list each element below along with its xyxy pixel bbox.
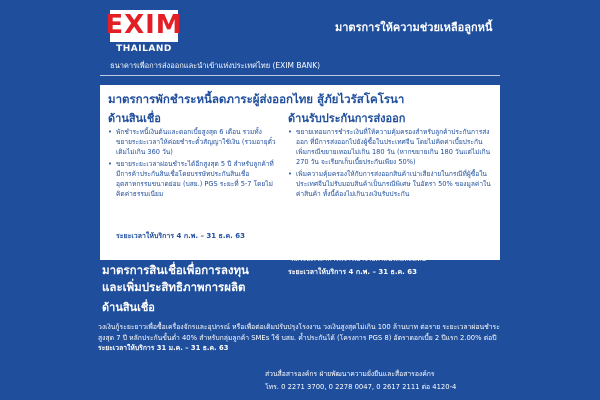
section2-text: วงเงินกู้ระยะยาวเพื่อซื้อเครื่องจักรและอุปกรณ์ หรือเพื่อต่อเติมปรับปรุงโรงงาน วงเงินสูงสุดไม่เกิน 100 ล้านบาท ต่อราย ระยะเวลาผ่อนชำระสูงสุด 7 ปี หลักประกันขั้นต่ำ 40% สำหรับกลุ่มลูกค้า SMEs ใช้ บสย. ค้ำประกันได้ (โครงการ PGS 8) อัตราดอกเบี้ย 2 ปีแรก 2.00% ต่อปี xyxy=(98,323,500,342)
header xyxy=(0,0,600,70)
contact-dept: ส่วนสื่อสารองค์กร ฝ่ายพัฒนาความยั่งยืนและสื่อสารองค์กร xyxy=(265,370,435,378)
relief-card xyxy=(100,85,500,260)
insurance-period: ระยะเวลาให้บริการ 4 ก.พ. – 31 ธ.ค. 63 xyxy=(288,268,418,276)
divider xyxy=(100,75,500,76)
logo-text: EXIM xyxy=(105,10,183,40)
contact-phone: โทร. 0 2271 3700, 0 2278 0047, 0 2617 2111 ต่อ 4120-4 xyxy=(265,383,457,391)
list-item: • ขยายระยะเวลาผ่อนชำระได้อีกสูงสุด 5 ปี สำหรับลูกค้าที่มีการค้าประกันสินเชื่อโดยบรรษัทประกันสินเชื่ออุตสาหกรรมขนาดย่อม (บสย.) PGS ระยะที่ 5-7 โดยไม่คิดค่าธรรมเนียม xyxy=(108,159,276,199)
list-item: • เพิ่มความคุ้มครองให้กับการส่งออกสินค้าเน่าเสียง่ายในกรณีที่ผู้ซื้อในประเทศจีนไม่รับมอบสินค้าเป็นกรณีพิเศษ ในอัตรา 50% ของมูลค่าในค่าสินค้า ทั้งนี้ต้องไม่เกินวงเงินรับประกัน xyxy=(288,169,492,199)
list-item: • พักชำระหนี้เงินต้นและดอกเบี้ยสูงสุด 6 เดือน รวมทั้งขยายระยะเวลาให้ค่อยชำระตั๋วสัญญาใช้เงิน (รวมอายุตั๋วเดิมไม่เกิน 360 วัน) xyxy=(108,127,276,157)
bank-name: ธนาคารเพื่อการส่งออกและนำเข้าแห่งประเทศไทย (EXIM BANK) xyxy=(110,61,321,70)
insurance-extra-item: • ลดระยะเวลาการพิจารณาจ่ายค่าสินไหมทดแทน xyxy=(285,255,426,263)
insurance-list xyxy=(288,127,492,201)
exim-logo xyxy=(105,10,183,58)
section2-subtitle: ด้านสินเชื่อ xyxy=(102,301,155,314)
card-title: มาตรการพักชำระหนี้ลดภาระผู้ส่งออกไทย สู้ภัยไวรัสโคโรนา xyxy=(108,92,405,106)
credit-list xyxy=(108,127,276,201)
section2-title-1: มาตรการสินเชื่อเพื่อการลงทุน xyxy=(102,263,249,277)
page-heading: มาตรการให้ความช่วยเหลือลูกหนี้ xyxy=(335,21,493,34)
credit-period: ระยะเวลาให้บริการ 4 ก.พ. – 31 ธ.ค. 63 xyxy=(116,232,246,240)
section2-period: ระยะเวลาให้บริการ 31 ม.ค. – 31 ธ.ค. 63 xyxy=(98,344,229,352)
credit-title: ด้านสินเชื่อ xyxy=(108,112,161,125)
list-item: • ขยายเทอมการชำระเงินที่ให้ความคุ้มครองสำหรับลูกค้าประกันการส่งออก ที่มีการส่งออกไปยังผู้ซื้อในประเทศจีน โดยไม่คิดค่าเบี้ยประกันเพิ่มกรณีขยายเทอมไม่เกิน 180 วัน (หากขยายเกิน 180 วันแต่ไม่เกิน 270 วัน จะเรียกเก็บเบี้ยประกันเพียง 50%) xyxy=(288,127,492,167)
insurance-title: ด้านรับประกันการส่งออก xyxy=(288,112,406,125)
logo-subtext: THAILAND xyxy=(116,44,172,54)
section2-title-2: และเพิ่มประสิทธิภาพการผลิต xyxy=(102,280,246,294)
section2-body xyxy=(98,322,508,354)
